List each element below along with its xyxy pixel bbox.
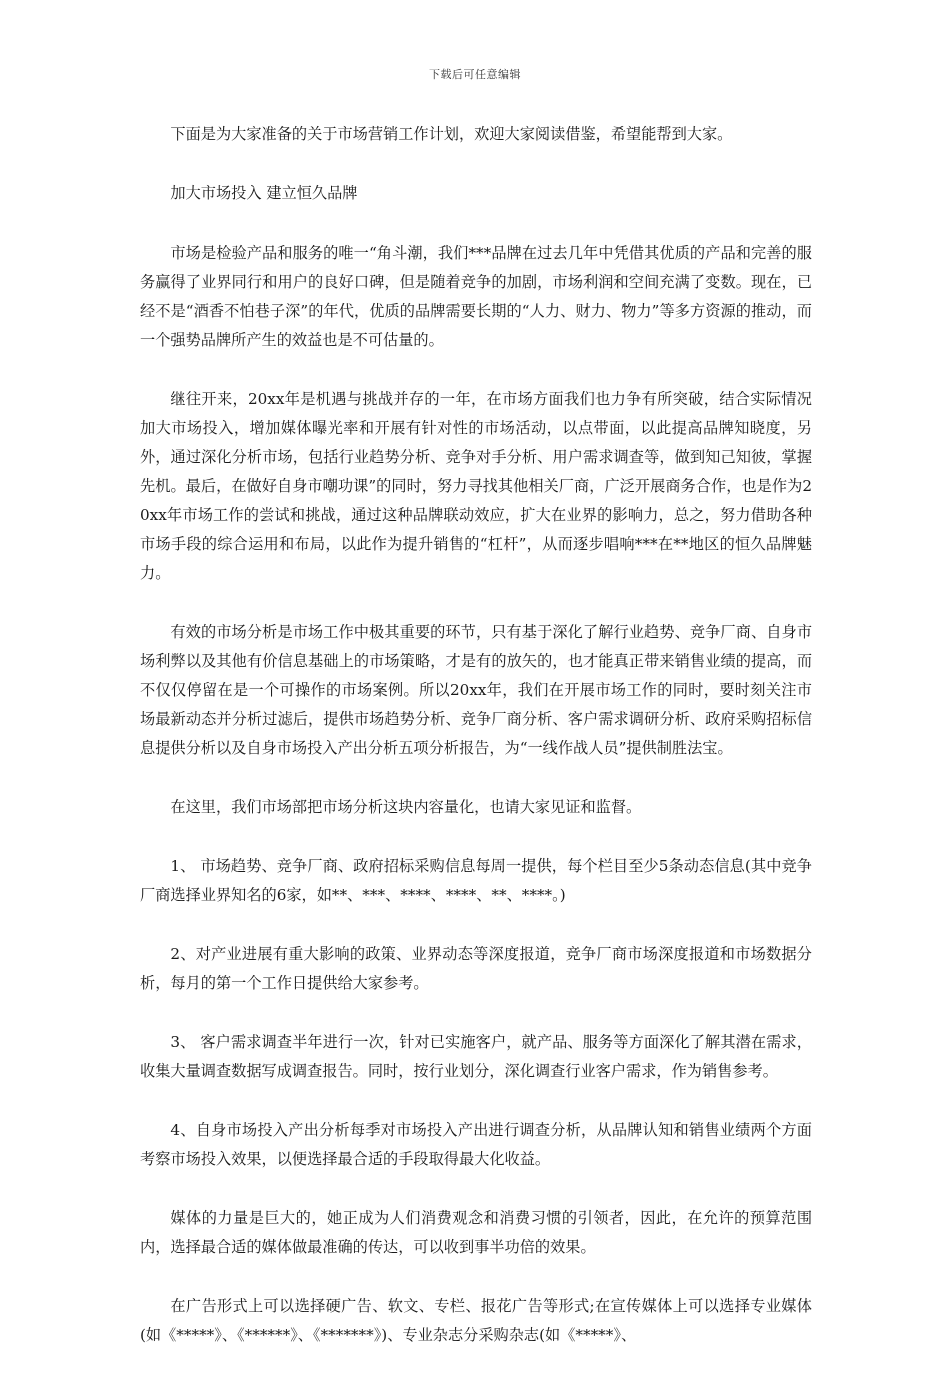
header-note: 下载后可任意编辑 [429, 68, 521, 81]
list-item-paragraph: 3、 客户需求调查半年进行一次，针对已实施客户，就产品、服务等方面深化了解其潜在需求，收集大量调查数据写成调查报告。同时，按行业划分，深化调查行业客户需求，作为销售参考。 [140, 1033, 812, 1080]
body-paragraph: 媒体的力量是巨大的，她正成为人们消费观念和消费习惯的引领者，因此，在允许的预算范围内，选择最合适的媒体做最准确的传达，可以收到事半功倍的效果。 [140, 1209, 812, 1256]
document-body [140, 120, 812, 1380]
list-item-paragraph: 1、 市场趋势、竞争厂商、政府招标采购信息每周一提供，每个栏目至少5条动态信息(其中竞争厂商选择业界知名的6家，如**、***、****、****、**、****。) [140, 857, 812, 904]
list-item-paragraph: 4、自身市场投入产出分析每季对市场投入产出进行调查分析，从品牌认知和销售业绩两个方面考察市场投入效果，以便选择最合适的手段取得最大化收益。 [140, 1121, 812, 1168]
body-paragraph: 有效的市场分析是市场工作中极其重要的环节，只有基于深化了解行业趋势、竞争厂商、自身市场利弊以及其他有价信息基础上的市场策略，才是有的放矢的，也才能真正带来销售业绩的提高，而不仅仅停留在是一个可操作的市场案例。所以20xx年，我们在开展市场工作的同时，要时刻关注市场最新动态并分析过滤后，提供市场趋势分析、竞争厂商分析、客户需求调研分析、政府采购招标信息提供分析以及自身市场投入产出分析五项分析报告，为“一线作战人员”提供制胜法宝。 [140, 623, 812, 757]
intro-paragraph: 下面是为大家准备的关于市场营销工作计划，欢迎大家阅读借鉴，希望能帮到大家。 [170, 125, 733, 143]
body-paragraph: 在这里，我们市场部把市场分析这块内容量化，也请大家见证和监督。 [170, 798, 642, 816]
body-paragraph: 市场是检验产品和服务的唯一“角斗潮，我们***品牌在过去几年中凭借其优质的产品和完善的服务赢得了业界同行和用户的良好口碑，但是随着竞争的加剧，市场利润和空间充满了变数。现在，已经不是“酒香不怕巷子深”的年代，优质的品牌需要长期的“人力、财力、物力”等多方资源的推动，而一个强势品牌所产生的效益也是不可估量的。 [140, 244, 812, 349]
list-item-paragraph: 2、对产业进展有重大影响的政策、业界动态等深度报道，竞争厂商市场深度报道和市场数据分析，每月的第一个工作日提供给大家参考。 [140, 945, 812, 992]
section-heading: 加大市场投入 建立恒久品牌 [170, 184, 358, 202]
body-paragraph: 在广告形式上可以选择硬广告、软文、专栏、报花广告等形式;在宣传媒体上可以选择专业媒体(如《*****》、《******》、《*******》)、专业杂志分采购杂志(如《*****》、 [140, 1297, 812, 1344]
body-paragraph: 继往开来，20xx年是机遇与挑战并存的一年，在市场方面我们也力争有所突破，结合实际情况加大市场投入，增加媒体曝光率和开展有针对性的市场活动，以点带面，以此提高品牌知晓度，另外，通过深化分析市场，包括行业趋势分析、竞争对手分析、用户需求调查等，做到知己知彼，掌握先机。最后，在做好自身市嘲功课”的同时，努力寻找其他相关厂商，广泛开展商务合作，也是作为20xx年市场工作的尝试和挑战，通过这种品牌联动效应，扩大在业界的影响力，总之，努力借助各种市场手段的综合运用和布局，以此作为提升销售的“杠杆”，从而逐步唱响***在**地区的恒久品牌魅力。 [140, 390, 812, 582]
